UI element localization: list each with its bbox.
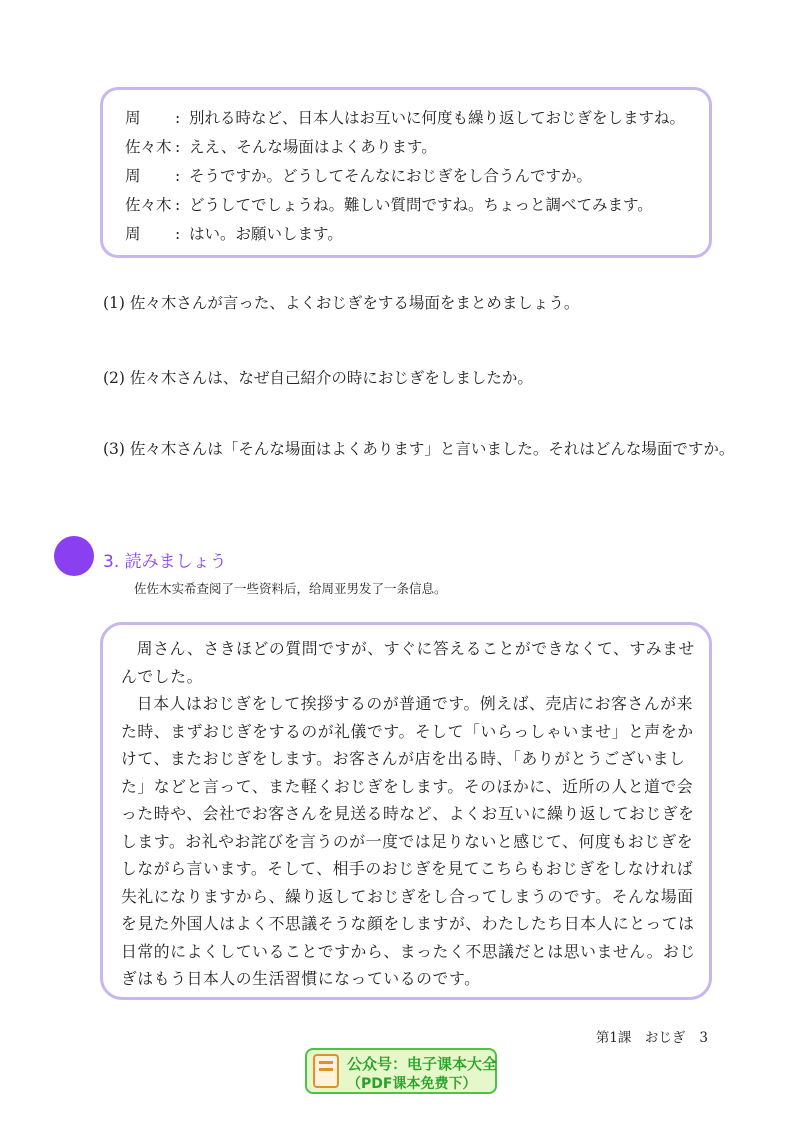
dialog-text: どうしてでしょうね。難しい質問ですね。ちょっと調べてみます。 <box>189 196 653 214</box>
watermark-line-1: 公众号：电子课本大全 <box>347 1055 498 1073</box>
dialog-colon: : <box>175 196 181 214</box>
book-logo-icon <box>313 1054 339 1088</box>
question-1: (1) 佐々木さんが言った、よくおじぎをする場面をまとめましょう。 <box>103 294 580 312</box>
dialog-colon: : <box>175 138 181 156</box>
question-2: (2) 佐々木さんは、なぜ自己紹介の時におじぎをしましたか。 <box>103 369 533 387</box>
dialog-line <box>125 224 343 244</box>
lesson-label: 第1課 おじぎ <box>595 1030 686 1046</box>
dialog-box <box>100 87 712 258</box>
dialog-line <box>125 137 437 157</box>
dialog-text: そうですか。どうしてそんなにおじぎをし合うんですか。 <box>189 167 593 185</box>
dialog-speaker: 周 <box>125 109 141 127</box>
section-title: 3. 読みましょう <box>103 552 227 572</box>
question-3: (3) 佐々木さんは「そんな場面はよくあります」と言いました。それはどんな場面ですか。 <box>103 440 735 458</box>
dialog-colon: : <box>175 225 181 243</box>
dialog-text: はい。お願いします。 <box>189 225 343 243</box>
section-note: 佐佐木实希查阅了一些资料后，给周亚男发了一条信息。 <box>134 581 447 596</box>
dialog-text: 別れる時など、日本人はお互いに何度も繰り返しておじぎをしますね。 <box>189 109 686 127</box>
reading-box <box>100 622 712 1000</box>
section-marker-icon <box>54 536 94 576</box>
dialog-text: ええ、そんな場面はよくあります。 <box>189 138 437 156</box>
page-number: 3 <box>699 1030 708 1046</box>
dialog-speaker: 周 <box>125 225 141 243</box>
watermark <box>305 1048 497 1094</box>
dialog-line <box>125 166 592 186</box>
reading-paragraph: 日本人はおじぎをして挨拶するのが普通です。例えば、売店にお客さんが来た時、まずおじぎをするのが礼儀です。そして「いらっしゃいませ」と声をかけて、またおじぎをします。お客さんが店を出る時、「ありがとうございました」などと言って、また軽くおじぎをします。そのほかに、近所の人と道で会った時や、会社でお客さんを見送る時など、よくお互いに繰り返しておじぎをします。お礼やお詫びを言うのが一度では足りないと感じて、何度もおじぎをしながら言います。そして、相手のおじぎを見てこちらもおじぎをしなければ失礼になりますから、繰り返しておじぎをし合ってしまうのです。そんな場面を見た外国人はよく不思議そうな顔をしますが、わたしたち日本人にとっては日常的によくしていることですから、まったく不思議だとは思いません。おじぎはもう日本人の生活習慣になっているのです。 <box>121 694 696 988</box>
dialog-speaker: 周 <box>125 167 141 185</box>
dialog-line <box>125 108 685 128</box>
watermark-line-2: （PDF课本免费下） <box>347 1076 477 1092</box>
reading-paragraph: 周さん、さきほどの質問ですが、すぐに答えることができなくて、すみませんでした。 <box>121 639 695 686</box>
dialog-speaker: 佐々木 <box>125 138 172 156</box>
dialog-line <box>125 195 653 215</box>
dialog-speaker: 佐々木 <box>125 196 172 214</box>
dialog-colon: : <box>175 109 181 127</box>
dialog-colon: : <box>175 167 181 185</box>
reading-text <box>121 635 701 993</box>
page-footer <box>596 1026 708 1046</box>
